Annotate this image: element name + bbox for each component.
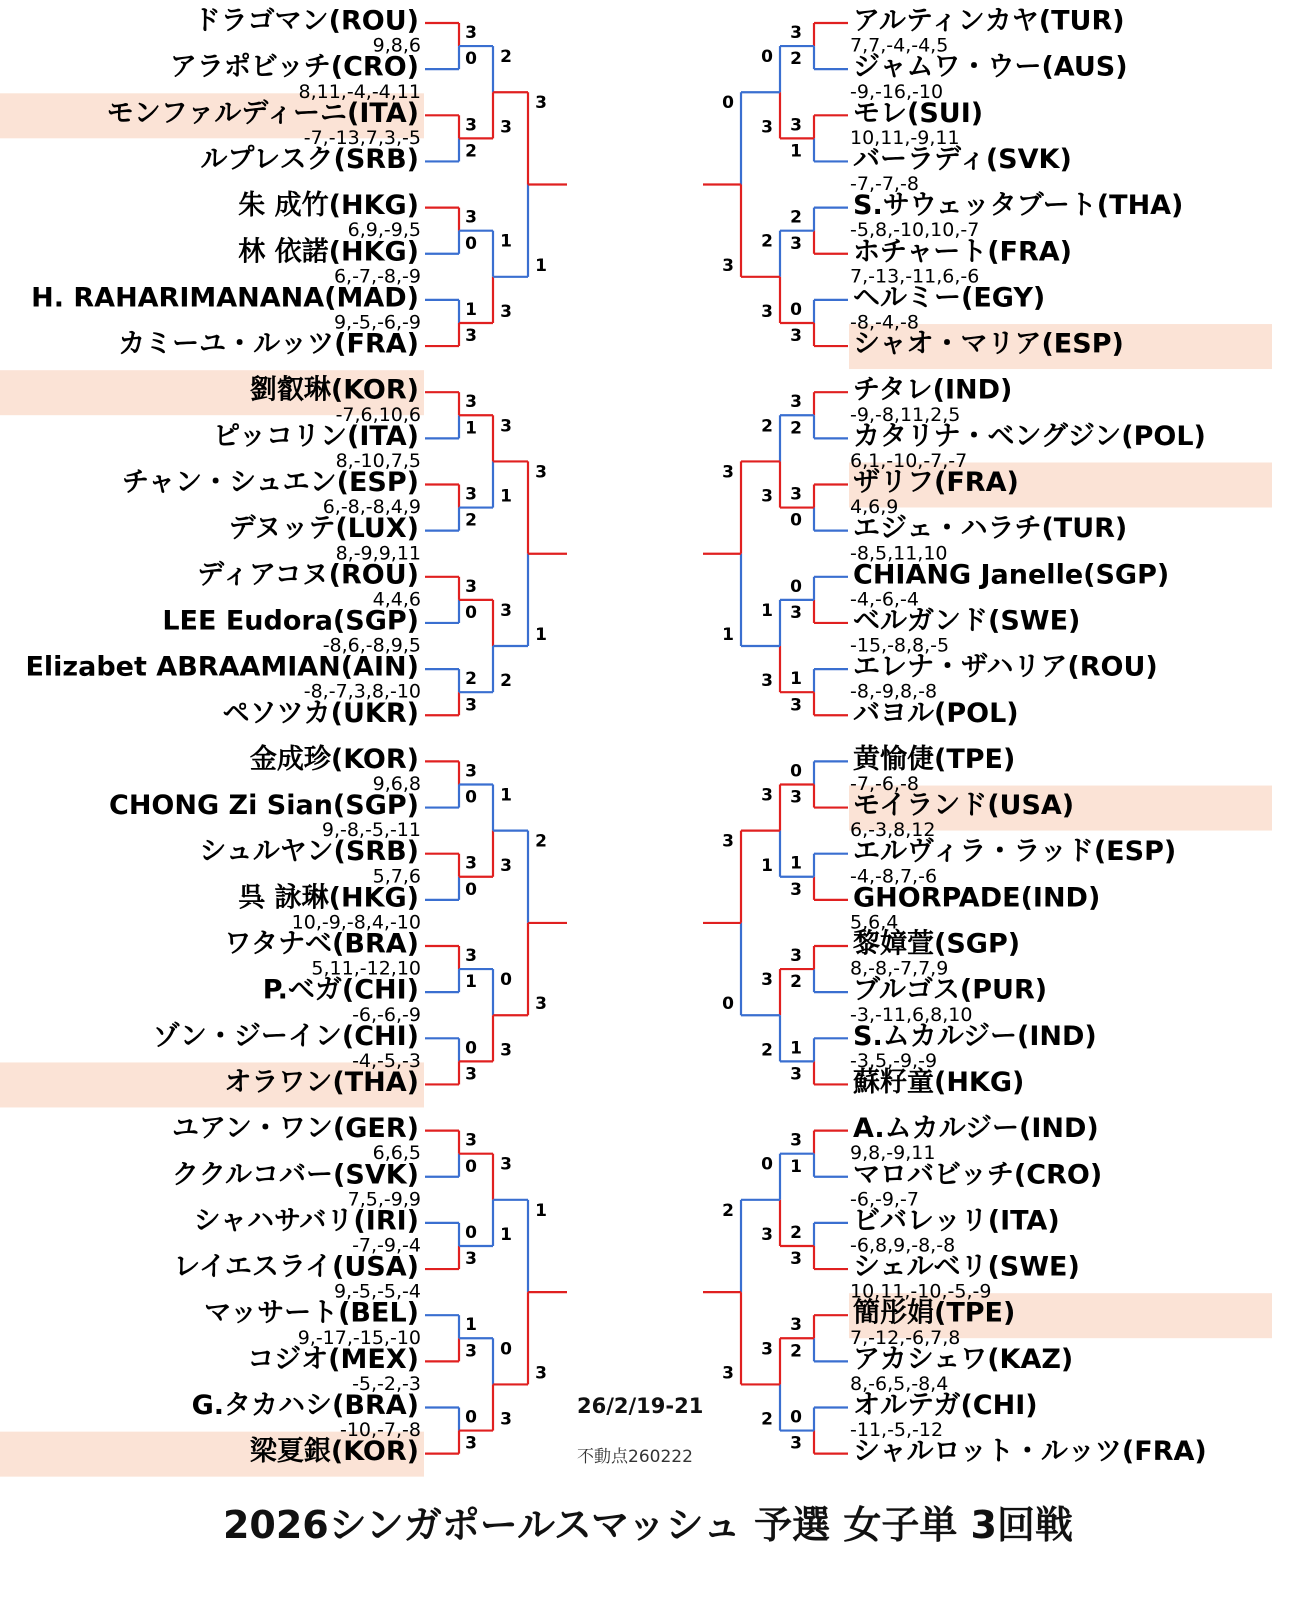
r2-score: 3	[761, 1224, 773, 1245]
r1-score: 1	[790, 1038, 802, 1059]
player-name: S.サウェッタブート(THA)	[853, 190, 1184, 222]
r3-score: 3	[535, 93, 547, 114]
r1-score: 3	[790, 23, 802, 43]
player-name: ピッコリン(ITA)	[213, 420, 419, 452]
r1-game-scores: -7,-6,-8	[850, 772, 919, 795]
r2-score: 1	[500, 486, 512, 507]
player-name: ブルゴス(PUR)	[853, 974, 1048, 1006]
r1-game-scores: 9,8,-9,11	[850, 1142, 936, 1165]
r1-game-scores: -8,-7,3,8,-10	[303, 680, 421, 703]
r1-score: 0	[790, 1407, 802, 1428]
r1-game-scores: -8,-4,-8	[850, 311, 919, 334]
r1-game-scores: 4,4,6	[372, 588, 421, 611]
r2-score: 3	[500, 416, 512, 437]
r2-score: 3	[500, 600, 512, 621]
r1-score: 3	[465, 695, 477, 716]
r1-score: 3	[465, 23, 477, 43]
player-name: H. RAHARIMANANA(MAD)	[31, 282, 419, 314]
r1-game-scores: -7,-9,-4	[352, 1234, 421, 1257]
player-name: アラポビッチ(CRO)	[169, 51, 419, 83]
r2-score: 3	[500, 855, 512, 876]
player-name: マロバビッチ(CRO)	[853, 1159, 1103, 1191]
player-name: 林 依諾(HKG)	[238, 236, 419, 268]
r1-game-scores: -7,-13,7,3,-5	[303, 126, 421, 149]
player-name: モンファルディーニ(ITA)	[106, 97, 419, 129]
r1-game-scores: -5,8,-10,10,-7	[850, 219, 980, 242]
player-name: コジオ(MEX)	[247, 1343, 419, 1375]
r2-score: 0	[761, 1154, 773, 1175]
r1-game-scores: 6,9,-9,5	[347, 219, 421, 242]
r1-game-scores: 9,6,8	[372, 772, 421, 795]
r1-score: 0	[790, 510, 802, 531]
player-name: アカシェワ(KAZ)	[853, 1343, 1074, 1375]
player-name: マッサート(BEL)	[204, 1297, 419, 1329]
r1-score: 1	[465, 972, 477, 993]
r3-game-scores: 9,-5,-5,-4	[333, 1280, 421, 1303]
r1-score: 3	[465, 1064, 477, 1085]
r1-score: 0	[465, 1407, 477, 1428]
r1-game-scores: -4,-8,7,-6	[850, 865, 938, 888]
player-name: ジャムワ・ウー(AUS)	[853, 51, 1128, 83]
player-name: ホチャート(FRA)	[853, 236, 1072, 268]
r2-score: 3	[761, 301, 773, 322]
r1-game-scores: 10,11,-9,11	[850, 126, 960, 149]
player-name: G.タカハシ(BRA)	[191, 1390, 419, 1421]
player-name: Elizabet ABRAAMIAN(AIN)	[25, 651, 419, 683]
player-name: 梁夏銀(KOR)	[249, 1436, 419, 1468]
r1-score: 3	[465, 484, 477, 505]
r1-game-scores: -9,-8,11,2,5	[850, 403, 961, 426]
player-name: ゾン・ジーイン(CHI)	[152, 1020, 419, 1052]
player-name: バーラディ(SVK)	[853, 143, 1072, 175]
r2-score: 3	[500, 117, 512, 138]
r1-score: 3	[790, 1433, 802, 1454]
r1-score: 3	[465, 392, 477, 413]
r1-score: 3	[465, 1130, 477, 1151]
r1-score: 3	[465, 207, 477, 228]
r1-score: 3	[790, 326, 802, 347]
r1-game-scores: -4,-6,-4	[850, 588, 919, 611]
r1-score: 3	[790, 602, 802, 623]
player-name: シャハサバリ(IRI)	[193, 1205, 419, 1237]
r1-score: 1	[790, 1156, 802, 1177]
player-name: ククルコバー(SVK)	[171, 1159, 419, 1191]
r3-score: 1	[722, 625, 734, 646]
r1-score: 1	[465, 1315, 477, 1336]
player-name: 劉叡琳(KOR)	[249, 374, 419, 406]
r1-score: 1	[790, 141, 802, 162]
r1-score: 0	[465, 233, 477, 254]
player-name: S.ムカルジー(IND)	[853, 1020, 1097, 1052]
r2-game-scores: 7,5,-9,9	[347, 1188, 421, 1211]
player-name: シェルベリ(SWE)	[853, 1251, 1080, 1283]
r3-score: 1	[535, 255, 547, 276]
r3-score: 0	[722, 994, 734, 1015]
r2-score: 2	[761, 1409, 773, 1430]
r1-score: 1	[465, 418, 477, 439]
r1-score: 3	[790, 1130, 802, 1151]
r1-game-scores: 7,7,-4,-4,5	[850, 34, 949, 57]
r1-score: 3	[790, 879, 802, 900]
r2-score: 1	[500, 1224, 512, 1245]
r2-score: 0	[500, 970, 512, 991]
r3-score: 3	[722, 462, 734, 483]
r1-game-scores: -10,-7,-8	[339, 1419, 421, 1442]
player-name: ドラゴマン(ROU)	[193, 5, 419, 37]
r1-score: 3	[465, 1341, 477, 1362]
r1-game-scores: -4,-5,-3	[352, 1049, 421, 1072]
r3-game-scores: 5,6,4	[850, 911, 899, 934]
r2-game-scores: -8,6,-8,9,5	[322, 634, 421, 657]
player-name: レイエスライ(USA)	[173, 1251, 419, 1283]
r3-score: 3	[722, 255, 734, 276]
player-name: CHONG Zi Sian(SGP)	[109, 790, 419, 822]
r1-game-scores: -8,-9,8,-8	[850, 680, 938, 703]
r3-game-scores: -7,-7,-8	[850, 173, 919, 196]
player-name: 金成珍(KOR)	[249, 743, 419, 775]
player-name: ユアン・ワン(GER)	[172, 1113, 419, 1145]
r2-game-scores: 7,-13,-11,6,-6	[850, 265, 980, 288]
r2-score: 3	[761, 671, 773, 692]
r2-game-scores: -15,-8,8,-5	[850, 634, 950, 657]
r2-game-scores: 8,-6,5,-8,4	[850, 1373, 949, 1395]
r2-score: 3	[500, 301, 512, 322]
r3-game-scores: 8,-9,9,11	[335, 542, 421, 565]
r1-score: 3	[790, 233, 802, 254]
player-name: シュルヤン(SRB)	[199, 836, 419, 868]
r3-score: 2	[722, 1200, 734, 1221]
r2-score: 2	[761, 416, 773, 437]
r2-score: 2	[761, 231, 773, 252]
r2-score: 3	[761, 1339, 773, 1360]
r2-game-scores: -3,-11,6,8,10	[850, 1003, 973, 1026]
r2-game-scores: -6,-9,-7	[850, 1188, 919, 1211]
player-name: 朱 成竹(HKG)	[238, 190, 419, 222]
r3-score: 3	[722, 1363, 734, 1384]
r2-score: 3	[761, 486, 773, 507]
r1-score: 3	[465, 115, 477, 136]
r1-score: 2	[790, 418, 802, 439]
r1-game-scores: -7,6,10,6	[335, 403, 421, 426]
r2-game-scores: 8,11,-4,-4,11	[298, 80, 421, 103]
player-name: ルプレスク(SRB)	[200, 143, 419, 175]
r2-game-scores: 9,-8,-5,-11	[321, 819, 421, 842]
player-name: CHIANG Janelle(SGP)	[853, 559, 1170, 591]
r1-score: 3	[465, 946, 477, 966]
r1-score: 3	[790, 695, 802, 716]
player-name: ザリフ(FRA)	[853, 467, 1019, 498]
r3-score: 3	[535, 1363, 547, 1384]
player-name: エルヴィラ・ラッド(ESP)	[853, 836, 1177, 868]
player-name: シャルロット・ルッツ(FRA)	[853, 1436, 1207, 1468]
r1-game-scores: 9,8,6	[372, 34, 421, 57]
r1-score: 1	[790, 669, 802, 690]
r1-game-scores: 7,-12,-6,7,8	[850, 1326, 961, 1349]
r1-score: 3	[790, 484, 802, 505]
r1-score: 2	[465, 669, 477, 690]
player-name: ヘルミー(EGY)	[853, 282, 1046, 314]
r1-score: 0	[465, 787, 477, 808]
r1-score: 0	[790, 299, 802, 320]
player-name: ペソツカ(UKR)	[222, 697, 419, 729]
r3-score: 3	[535, 462, 547, 483]
stamp-label: 不動点260222	[577, 1447, 693, 1467]
r1-score: 3	[790, 1064, 802, 1085]
player-name: モイランド(USA)	[853, 790, 1075, 822]
r1-game-scores: 6,6,5	[372, 1142, 421, 1165]
r2-score: 1	[500, 231, 512, 252]
player-name: ベルガンド(SWE)	[853, 605, 1081, 637]
player-name: アルティンカヤ(TUR)	[853, 5, 1125, 37]
match-date: 26/2/19-21	[577, 1394, 704, 1418]
r2-score: 3	[761, 117, 773, 138]
player-name: チャン・シュエン(ESP)	[121, 467, 419, 498]
r1-score: 3	[790, 787, 802, 808]
r1-score: 3	[790, 1315, 802, 1336]
page-title: 2026シンガポールスマッシュ 予選 女子単 3回戦	[222, 1503, 1073, 1547]
r1-score: 3	[790, 1249, 802, 1270]
r2-score: 3	[761, 785, 773, 806]
r1-score: 3	[465, 1433, 477, 1454]
player-name: P.ベガ(CHI)	[262, 974, 419, 1006]
r3-score: 2	[535, 831, 547, 852]
r1-score: 1	[790, 853, 802, 874]
r1-score: 2	[790, 49, 802, 70]
r1-score: 1	[465, 299, 477, 320]
player-name: 簡彤娟(TPE)	[853, 1297, 1016, 1329]
r1-score: 2	[790, 207, 802, 228]
r3-game-scores: -8,5,11,10	[850, 542, 948, 565]
r2-score: 2	[761, 1040, 773, 1061]
r2-score: 1	[500, 785, 512, 806]
r1-score: 2	[465, 510, 477, 531]
player-name: エレナ・ザハリア(ROU)	[853, 651, 1158, 683]
r2-score: 0	[761, 47, 773, 68]
r2-game-scores: -9,-16,-10	[850, 80, 944, 103]
r1-game-scores: 4,6,9	[850, 496, 899, 519]
r2-game-scores: -5,-2,-3	[352, 1373, 421, 1395]
player-name: チタレ(IND)	[853, 374, 1013, 406]
r1-score: 0	[465, 1222, 477, 1243]
r1-game-scores: 9,-5,-6,-9	[333, 311, 421, 334]
r1-score: 3	[465, 576, 477, 597]
r1-score: 3	[465, 1249, 477, 1270]
r2-score: 3	[761, 970, 773, 991]
player-name: ディアコヌ(ROU)	[197, 559, 419, 591]
r1-game-scores: 8,-8,-7,7,9	[850, 957, 949, 980]
player-name: オラワン(THA)	[224, 1066, 419, 1098]
r3-score: 0	[722, 93, 734, 114]
player-name: オルテガ(CHI)	[853, 1390, 1038, 1421]
player-name: GHORPADE(IND)	[853, 882, 1101, 914]
r2-game-scores: 6,1,-10,-7,-7	[850, 450, 968, 472]
r2-score: 1	[761, 855, 773, 876]
r1-score: 0	[790, 761, 802, 782]
r1-game-scores: 6,-8,-8,4,9	[322, 496, 421, 519]
r1-score: 0	[465, 1156, 477, 1177]
player-name: 黎嫜萱(SGP)	[853, 928, 1021, 960]
player-name: モレ(SUI)	[853, 97, 984, 129]
r2-score: 3	[500, 1154, 512, 1175]
player-name: バヨル(POL)	[853, 697, 1019, 729]
r1-score: 0	[790, 576, 802, 597]
player-name: デヌッテ(LUX)	[228, 513, 419, 545]
r1-score: 3	[465, 761, 477, 782]
player-name: 黄愉倢(TPE)	[853, 743, 1016, 775]
player-name: カミーユ・ルッツ(FRA)	[118, 328, 419, 360]
r1-score: 0	[465, 1038, 477, 1059]
r1-score: 0	[465, 602, 477, 623]
player-name: ワタナベ(BRA)	[224, 928, 419, 960]
r1-game-scores: 9,-17,-15,-10	[297, 1326, 421, 1349]
r1-score: 2	[790, 1341, 802, 1362]
r3-game-scores: 10,11,-10,-5,-9	[850, 1280, 992, 1303]
r2-score: 3	[500, 1040, 512, 1061]
r1-game-scores: -3,5,-9,-9	[850, 1049, 938, 1072]
player-name: 蘇籽童(HKG)	[853, 1066, 1025, 1098]
r1-score: 2	[465, 141, 477, 162]
r3-game-scores: 10,-9,-8,4,-10	[291, 911, 421, 934]
r1-game-scores: -11,-5,-12	[850, 1419, 944, 1442]
player-name: シャオ・マリア(ESP)	[853, 328, 1124, 360]
r2-game-scores: 6,-3,8,12	[850, 819, 936, 842]
player-name: LEE Eudora(SGP)	[162, 605, 419, 637]
r1-score: 2	[790, 1222, 802, 1243]
player-name: A.ムカルジー(IND)	[853, 1113, 1099, 1145]
r1-game-scores: 5,11,-12,10	[311, 957, 421, 980]
r1-score: 3	[790, 946, 802, 966]
r1-score: 3	[790, 115, 802, 136]
r2-game-scores: 6,-7,-8,-9	[333, 265, 421, 288]
r2-score: 3	[500, 1409, 512, 1430]
r3-score: 3	[722, 831, 734, 852]
r2-score: 0	[500, 1339, 512, 1360]
player-name: 呉 詠琳(HKG)	[238, 882, 419, 914]
r1-score: 3	[465, 853, 477, 874]
r1-score: 2	[790, 972, 802, 993]
r2-score: 2	[500, 47, 512, 68]
r2-score: 2	[500, 671, 512, 692]
r2-game-scores: -6,-6,-9	[352, 1003, 421, 1026]
player-name: ビバレッリ(ITA)	[853, 1205, 1060, 1237]
player-name: エジェ・ハラチ(TUR)	[853, 513, 1128, 545]
r3-score: 3	[535, 994, 547, 1015]
player-name: カタリナ・ベングジン(POL)	[853, 420, 1206, 452]
r1-score: 3	[790, 392, 802, 413]
r2-game-scores: 8,-10,7,5	[335, 450, 421, 472]
r1-game-scores: 5,7,6	[372, 865, 421, 888]
r1-game-scores: -6,8,9,-8,-8	[850, 1234, 956, 1257]
r3-score: 1	[535, 625, 547, 646]
r1-score: 3	[465, 326, 477, 347]
r2-score: 1	[761, 600, 773, 621]
r1-score: 0	[465, 879, 477, 900]
r1-score: 0	[465, 49, 477, 70]
r3-score: 1	[535, 1200, 547, 1221]
